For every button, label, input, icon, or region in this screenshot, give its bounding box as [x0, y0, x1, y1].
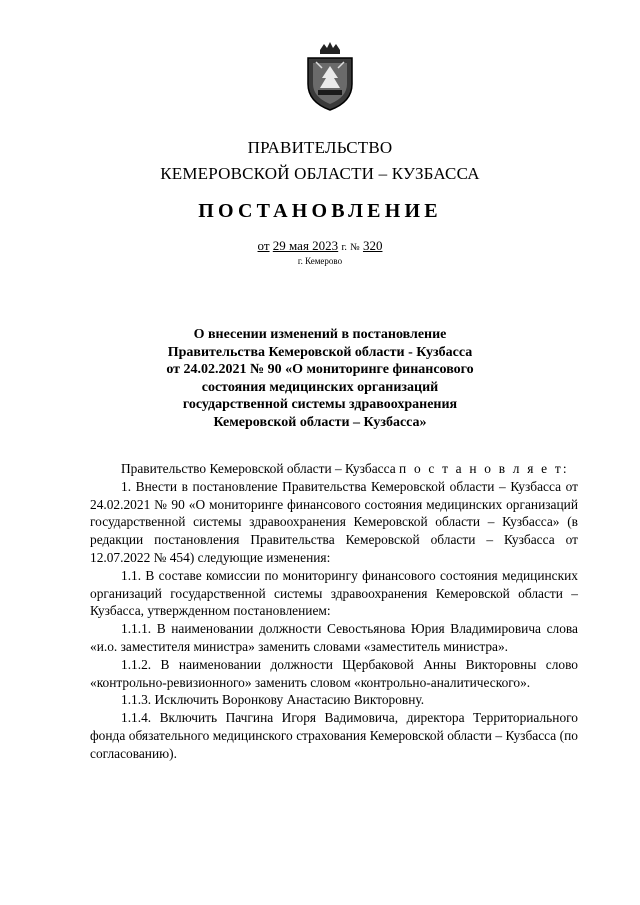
subject-line: от 24.02.2021 № 90 «О мониторинге финансового: [166, 362, 474, 377]
subject-line: О внесении изменений в постановление: [193, 327, 447, 342]
intro-paragraph: [90, 460, 578, 478]
decree-subject: [0, 326, 640, 431]
subject-line: состояния медицинских организаций: [201, 379, 439, 395]
decree-date: 29 мая 2023: [272, 238, 339, 253]
decree-body: [90, 460, 578, 763]
date-prefix: от: [257, 238, 270, 253]
body-paragraph: 1.1.1. В наименовании должности Севостьянова Юрия Владимировича слова «и.о. заместителя министра» заменить словами «заместитель министра».: [90, 621, 578, 654]
number-sign: №: [350, 242, 360, 253]
coat-of-arms-emblem: [300, 42, 360, 112]
date-and-number: [0, 238, 640, 254]
intro-text: Правительство Кемеровской области – Кузбасса: [121, 461, 396, 476]
body-paragraph: 1.1. В составе комиссии по мониторингу финансового состояния медицинских организаций государственной системы здравоохранения Кемеровской области – Кузбасса, утвержденном постановлением:: [90, 567, 578, 619]
subject-line: Кемеровской области – Кузбасса»: [213, 414, 427, 430]
body-paragraph: 1.1.4. Включить Пачгина Игоря Вадимовича, директора Территориального фонда обязательного медицинского страхования Кемеровской области – Кузбасса (по согласованию).: [90, 710, 578, 761]
government-name: [0, 135, 640, 187]
intro-decrees: п о с т а н о в л я е т:: [399, 461, 569, 476]
government-line-2: КЕМЕРОВСКОЙ ОБЛАСТИ – КУЗБАССА: [160, 164, 480, 183]
body-paragraph: 1.1.3. Исключить Воронкову Анастасию Викторовну.: [121, 692, 425, 708]
city-name: г. Кемерово: [297, 256, 343, 266]
decree-number: 320: [362, 238, 383, 253]
subject-line: государственной системы здравоохранения: [182, 397, 458, 412]
body-paragraph: 1. Внести в постановление Правительства Кемеровской области – Кузбасса от 24.02.2021 № 90 «О мониторинге финансового состояния медицинских организаций государственной системы здравоохранения Кемеровской области – Кузбасса» (в редакции постановления Правительства Кемеровской области – Кузбасса от 12.07.2022 № 454) следующие изменения:: [90, 478, 578, 565]
subject-line: Правительства Кемеровской области - Кузбасса: [167, 344, 473, 360]
government-line-1: ПРАВИТЕЛЬСТВО: [247, 138, 393, 157]
document-type-title: ПОСТАНОВЛЕНИЕ: [198, 200, 442, 222]
year-suffix: г.: [341, 242, 347, 253]
body-paragraph: 1.1.2. В наименовании должности Щербаковой Анны Викторовны слово «контрольно-ревизионного» заменить словом «контрольно-аналитического».: [90, 656, 578, 690]
